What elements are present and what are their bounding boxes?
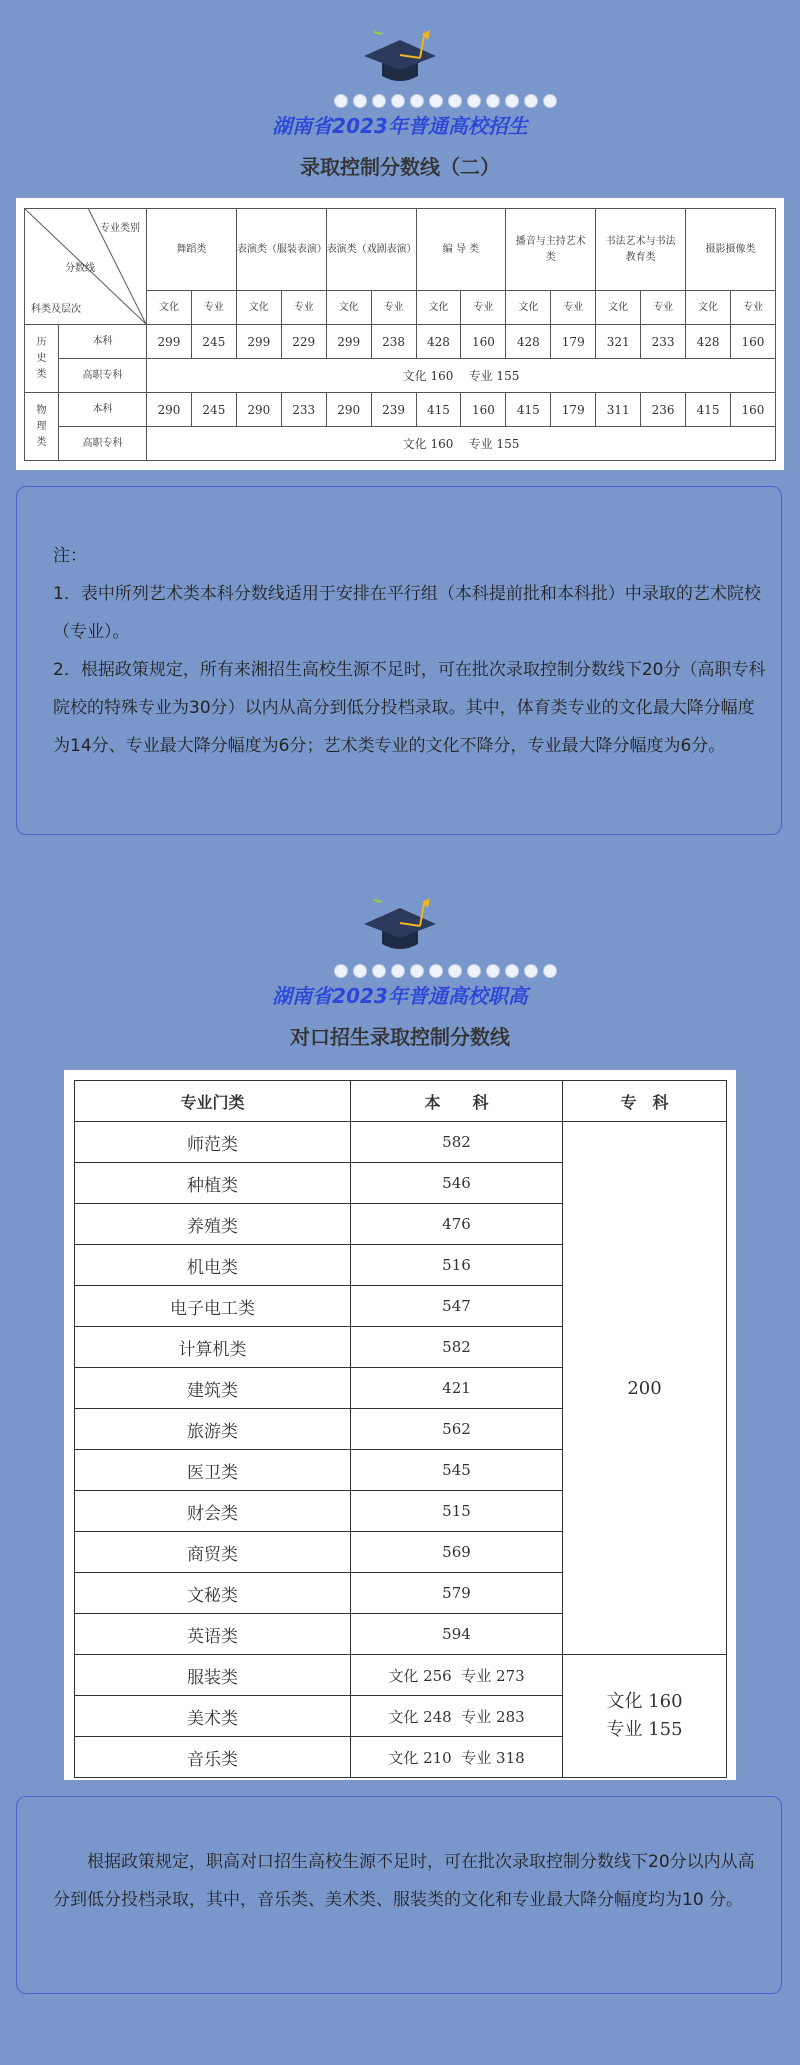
sub-header-major: 专业 bbox=[730, 291, 775, 325]
art-major-score: 专业 155 bbox=[606, 1719, 683, 1740]
undergrad-score: 文化 256 专业 273 bbox=[351, 1655, 563, 1696]
category-header: 表演类（服装表演） bbox=[236, 209, 326, 291]
score-cell: 229 bbox=[281, 325, 326, 359]
notes-card bbox=[16, 486, 782, 835]
score-cell: 160 bbox=[461, 393, 506, 427]
major-name: 音乐类 bbox=[75, 1737, 351, 1778]
major-name: 英语类 bbox=[75, 1614, 351, 1655]
category-header: 编 导 类 bbox=[416, 209, 506, 291]
level-label: 高职专科 bbox=[59, 427, 147, 461]
corner-score-label: 分数线 bbox=[65, 263, 95, 274]
header-major-category: 专业门类 bbox=[75, 1081, 351, 1122]
score-cell: 160 bbox=[461, 325, 506, 359]
corner-category-label: 专业类别 bbox=[100, 223, 140, 234]
sub-header-culture: 文化 bbox=[236, 291, 281, 325]
notes-heading: 注： bbox=[53, 546, 87, 566]
score-cell: 415 bbox=[506, 393, 551, 427]
sub-header-culture: 文化 bbox=[686, 291, 731, 325]
vocational-notes-paragraph: 根据政策规定，职高对口招生高校生源不足时，可在批次录取控制分数线下20分以内从高分到低分投档录取，其中，音乐类、美术类、服装类的文化和专业最大降分幅度均为10 分。 bbox=[53, 1852, 755, 1910]
merged-score-cell: 文化 160 专业 155 bbox=[147, 359, 776, 393]
sub-header-major: 专业 bbox=[281, 291, 326, 325]
merged-score-cell: 文化 160 专业 155 bbox=[147, 427, 776, 461]
score-cell: 245 bbox=[191, 393, 236, 427]
junior-college-general-score: 200 bbox=[563, 1122, 727, 1655]
score-cell: 290 bbox=[147, 393, 192, 427]
art-score-table-card bbox=[16, 198, 784, 470]
score-cell: 160 bbox=[730, 325, 775, 359]
score-cell: 239 bbox=[371, 393, 416, 427]
table-corner-cell bbox=[25, 209, 147, 325]
notes-paragraph: 1．表中所列艺术类本科分数线适用于安排在平行组（本科提前批和本科批）中录取的艺术院校（专业）。 bbox=[53, 584, 761, 642]
sub-header-major: 专业 bbox=[461, 291, 506, 325]
category-header: 播音与主持艺术类 bbox=[506, 209, 596, 291]
sub-header-major: 专业 bbox=[371, 291, 416, 325]
score-cell: 290 bbox=[236, 393, 281, 427]
group-label-history: 历史类 bbox=[25, 325, 59, 393]
corner-subject-label: 科类及层次 bbox=[31, 304, 81, 315]
junior-college-art-score bbox=[563, 1655, 727, 1778]
undergrad-score: 文化 210 专业 318 bbox=[351, 1737, 563, 1778]
sub-header-culture: 文化 bbox=[147, 291, 192, 325]
score-cell: 238 bbox=[371, 325, 416, 359]
level-label: 高职专科 bbox=[59, 359, 147, 393]
category-header: 书法艺术与书法教育类 bbox=[596, 209, 686, 291]
level-label: 本科 bbox=[59, 325, 147, 359]
major-name: 种植类 bbox=[75, 1163, 351, 1204]
score-cell: 299 bbox=[147, 325, 192, 359]
major-name: 服装类 bbox=[75, 1655, 351, 1696]
score-cell: 415 bbox=[416, 393, 461, 427]
major-name: 师范类 bbox=[75, 1122, 351, 1163]
graduation-cap-icon bbox=[360, 896, 440, 962]
sub-header-major: 专业 bbox=[551, 291, 596, 325]
vocational-score-table bbox=[74, 1080, 727, 1778]
score-cell: 160 bbox=[730, 393, 775, 427]
undergrad-score: 582 bbox=[351, 1327, 563, 1368]
score-cell: 233 bbox=[641, 325, 686, 359]
major-name: 养殖类 bbox=[75, 1204, 351, 1245]
major-name: 建筑类 bbox=[75, 1368, 351, 1409]
undergrad-score: 545 bbox=[351, 1450, 563, 1491]
undergrad-score: 547 bbox=[351, 1286, 563, 1327]
major-name: 医卫类 bbox=[75, 1450, 351, 1491]
undergrad-score: 582 bbox=[351, 1122, 563, 1163]
level-label: 本科 bbox=[59, 393, 147, 427]
undergrad-score: 476 bbox=[351, 1204, 563, 1245]
undergrad-score: 515 bbox=[351, 1491, 563, 1532]
category-header: 表演类（戏剧表演） bbox=[326, 209, 416, 291]
undergrad-score: 562 bbox=[351, 1409, 563, 1450]
sub-header-culture: 文化 bbox=[506, 291, 551, 325]
major-name: 财会类 bbox=[75, 1491, 351, 1532]
undergrad-score: 546 bbox=[351, 1163, 563, 1204]
score-cell: 179 bbox=[551, 325, 596, 359]
section1-subtitle: 录取控制分数线（二） bbox=[300, 155, 500, 179]
sub-header-major: 专业 bbox=[641, 291, 686, 325]
header-junior-college: 专 科 bbox=[563, 1081, 727, 1122]
score-cell: 428 bbox=[686, 325, 731, 359]
binder-rings bbox=[334, 94, 557, 108]
vocational-notes-card bbox=[16, 1796, 782, 1994]
undergrad-score: 569 bbox=[351, 1532, 563, 1573]
art-culture-score: 文化 160 bbox=[606, 1691, 683, 1712]
score-cell: 236 bbox=[641, 393, 686, 427]
major-name: 文秘类 bbox=[75, 1573, 351, 1614]
major-name: 电子电工类 bbox=[75, 1286, 351, 1327]
score-cell: 428 bbox=[506, 325, 551, 359]
score-cell: 290 bbox=[326, 393, 371, 427]
major-name: 美术类 bbox=[75, 1696, 351, 1737]
graduation-cap-icon bbox=[360, 28, 440, 94]
undergrad-score: 516 bbox=[351, 1245, 563, 1286]
score-cell: 321 bbox=[596, 325, 641, 359]
score-cell: 311 bbox=[596, 393, 641, 427]
category-header: 摄影摄像类 bbox=[686, 209, 776, 291]
undergrad-score: 文化 248 专业 283 bbox=[351, 1696, 563, 1737]
sub-header-culture: 文化 bbox=[416, 291, 461, 325]
section1-title: 湖南省2023年普通高校招生 bbox=[272, 114, 528, 138]
major-name: 商贸类 bbox=[75, 1532, 351, 1573]
major-name: 旅游类 bbox=[75, 1409, 351, 1450]
sub-header-culture: 文化 bbox=[326, 291, 371, 325]
section2-title: 湖南省2023年普通高校职高 bbox=[272, 984, 528, 1008]
sub-header-major: 专业 bbox=[191, 291, 236, 325]
section2-subtitle: 对口招生录取控制分数线 bbox=[290, 1025, 510, 1049]
undergrad-score: 594 bbox=[351, 1614, 563, 1655]
vocational-score-table-card bbox=[64, 1070, 736, 1780]
score-cell: 179 bbox=[551, 393, 596, 427]
art-score-table bbox=[24, 208, 776, 461]
header-undergrad: 本 科 bbox=[351, 1081, 563, 1122]
score-cell: 245 bbox=[191, 325, 236, 359]
major-name: 机电类 bbox=[75, 1245, 351, 1286]
category-header: 舞蹈类 bbox=[147, 209, 237, 291]
group-label-physics: 物理类 bbox=[25, 393, 59, 461]
undergrad-score: 579 bbox=[351, 1573, 563, 1614]
score-cell: 299 bbox=[236, 325, 281, 359]
major-name: 计算机类 bbox=[75, 1327, 351, 1368]
notes-paragraph: 2．根据政策规定，所有来湘招生高校生源不足时，可在批次录取控制分数线下20分（高职专科院校的特殊专业为30分）以内从高分到低分投档录取。其中，体育类专业的文化最大降分幅度为14分、专业最大降分幅度为6分；艺术类专业的文化不降分，专业最大降分幅度为6分。 bbox=[53, 660, 766, 756]
score-cell: 299 bbox=[326, 325, 371, 359]
score-cell: 428 bbox=[416, 325, 461, 359]
score-cell: 415 bbox=[686, 393, 731, 427]
score-cell: 233 bbox=[281, 393, 326, 427]
sub-header-culture: 文化 bbox=[596, 291, 641, 325]
undergrad-score: 421 bbox=[351, 1368, 563, 1409]
binder-rings bbox=[334, 964, 557, 978]
